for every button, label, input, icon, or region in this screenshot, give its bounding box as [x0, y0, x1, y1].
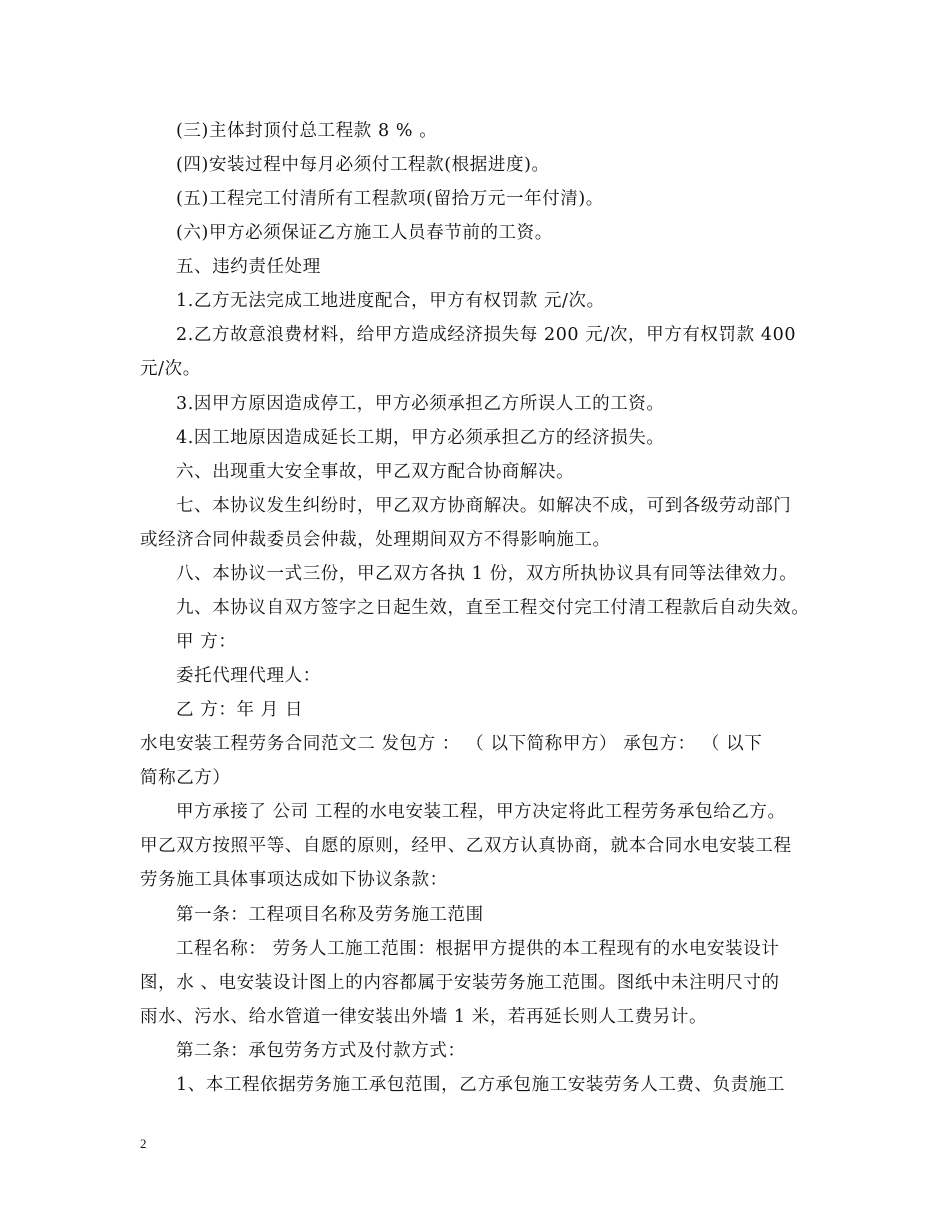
page-number: 2 [140, 1136, 147, 1151]
section-heading: 五、违约责任处理 [176, 257, 321, 277]
text-line: (三)主体封顶付总工程款 8 % 。 [176, 121, 438, 141]
text-line: 或经济合同仲裁委员会仲裁，处理期间双方不得影响施工。 [140, 530, 611, 550]
signature-line: 甲 方： [176, 632, 237, 652]
text-line: 雨水、污水、给水管道一律安装出外墙 1 米，若再延长则人工费另计。 [140, 1007, 708, 1027]
text-line: (六)甲方必须保证乙方施工人员春节前的工资。 [176, 223, 553, 243]
text-line: 元/次。 [140, 359, 201, 379]
text-line: 图，水 、电安装设计图上的内容都属于安装劳务施工范围。图纸中未注明尺寸的 [140, 973, 780, 993]
text-line: 1、本工程依据劳务施工承包范围，乙方承包施工安装劳务人工费、负责施工 [176, 1075, 786, 1095]
signature-line: 乙 方：年 月 日 [176, 700, 304, 720]
text-line: (五)工程完工付清所有工程款项(留拾万元一年付清)。 [176, 189, 604, 209]
text-line: 甲方承接了 公司 工程的水电安装工程，甲方决定将此工程劳务承包给乙方。 [176, 802, 786, 822]
section-heading: 八、本协议一式三份，甲乙双方各执 1 份，双方所执协议具有同等法律效力。 [176, 564, 798, 584]
text-line: 工程名称： 劳务人工施工范围：根据甲方提供的本工程现有的水电安装设计 [176, 939, 780, 959]
contract-title-line: 水电安装工程劳务合同范文二 发包方 ： （ 以下简称甲方） 承包方： （ 以下 [140, 734, 763, 754]
section-heading: 七、本协议发生纠纷时，甲乙双方协商解决。如解决不成，可到各级劳动部门 [176, 496, 792, 516]
section-heading: 六、出现重大安全事故，甲乙双方配合协商解决。 [176, 462, 575, 482]
text-line: 甲乙双方按照平等、自愿的原则，经甲、乙双方认真协商，就本合同水电安装工程 [140, 836, 792, 856]
text-line: (四)安装过程中每月必须付工程款(根据进度)。 [176, 155, 550, 175]
section-heading: 第二条：承包劳务方式及付款方式： [176, 1041, 466, 1061]
section-heading: 第一条：工程项目名称及劳务施工范围 [176, 905, 484, 925]
section-heading: 九、本协议自双方签字之日起生效，直至工程交付完工付清工程款后自动失效。 [176, 598, 810, 618]
text-line: 1.乙方无法完成工地进度配合，甲方有权罚款 元/次。 [176, 291, 605, 311]
signature-line: 委托代理代理人： [176, 666, 321, 686]
text-line: 劳务施工具体事项达成如下协议条款： [140, 870, 448, 890]
text-line: 4.因工地原因造成延长工期，甲方必须承担乙方的经济损失。 [176, 428, 665, 448]
text-line: 简称乙方） [140, 768, 231, 788]
text-line: 2.乙方故意浪费材料，给甲方造成经济损失每 200 元/次，甲方有权罚款 400 [176, 325, 797, 345]
text-line: 3.因甲方原因造成停工，甲方必须承担乙方所误人工的工资。 [176, 394, 665, 414]
